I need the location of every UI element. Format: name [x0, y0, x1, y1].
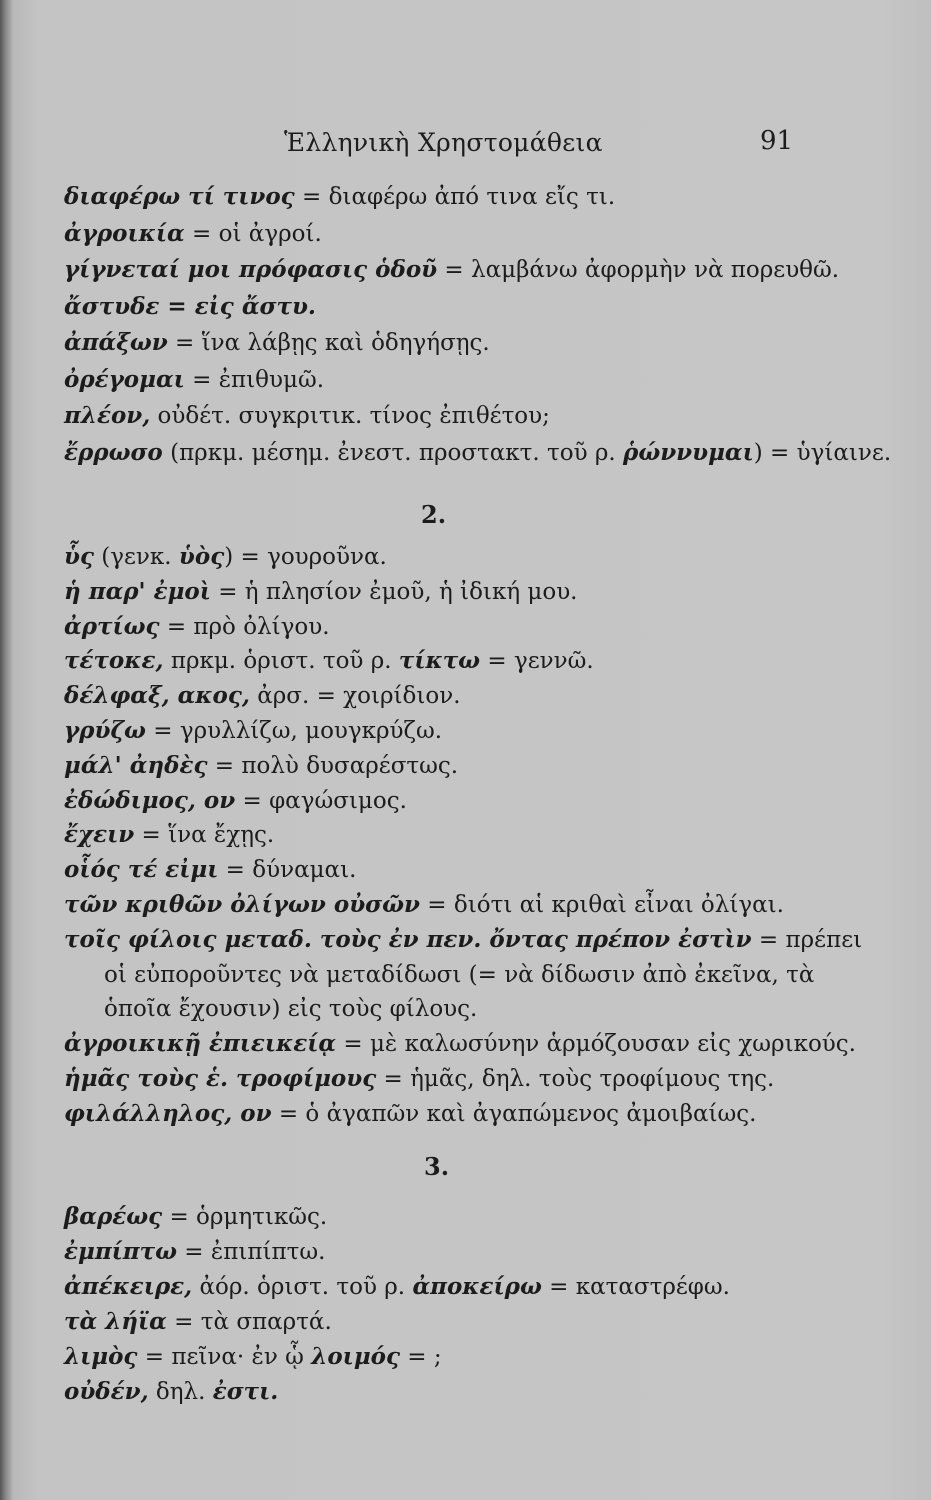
glossary-definition: = διότι αἱ κριθαὶ εἶναι ὀλίγαι. [419, 892, 784, 918]
glossary-definition: = λαμβάνω ἀφορμὴν νὰ πορευθῶ. [437, 257, 840, 283]
glossary-entry [64, 1029, 856, 1059]
glossary-term: τέτοκε, [64, 647, 164, 675]
glossary-term: ἀρτίως [64, 612, 160, 640]
glossary-term: ἀπάξων [64, 329, 168, 356]
glossary-term: βαρέως [64, 1203, 163, 1230]
glossary-term: διαφέρω τί τινος [64, 183, 295, 210]
glossary-term: οἷός τέ εἰμι [64, 856, 219, 884]
glossary-entry [64, 1272, 730, 1302]
glossary-definition: = ἐπιθυμῶ. [184, 366, 325, 393]
glossary-definition: δηλ. [148, 1379, 213, 1405]
glossary-entry [64, 855, 356, 885]
glossary-definition: ὁποῖα ἔχουσιν) εἰς τοὺς φίλους. [104, 996, 478, 1023]
running-header-title: Ἑλληνικὴ Χρηστομάθεια [284, 128, 603, 157]
glossary-entry [64, 751, 458, 781]
glossary-definition: = ἵνα ἔχῃς. [134, 822, 275, 849]
glossary-definition: = ἡμᾶς, δηλ. τοὺς τροφίμους της. [376, 1066, 775, 1092]
glossary-entry [64, 255, 839, 285]
glossary-entry [64, 681, 461, 711]
glossary-entry [64, 401, 550, 431]
glossary-term: ἐδώδιμος, ον [64, 786, 236, 814]
glossary-definition: = πολὺ δυσαρέστως. [207, 752, 459, 779]
book-spine-shadow [0, 0, 12, 1500]
glossary-term: ὑὸς [178, 543, 225, 570]
glossary-term: γρύζω [64, 717, 146, 744]
glossary-entry [64, 292, 316, 322]
glossary-definition: ἀρσ. = χοιρίδιον. [249, 683, 461, 710]
glossary-definition: = διαφέρω ἀπό τινα εἴς τι. [294, 184, 616, 210]
glossary-term: ῥώννυμαι [623, 438, 754, 466]
glossary-definition: = καταστρέφω. [541, 1274, 730, 1300]
glossary-definition: ) = γουροῦνα. [224, 544, 387, 570]
glossary-term: μάλ' ἀηδὲς [64, 751, 208, 779]
glossary-definition: = δύναμαι. [218, 857, 357, 884]
glossary-entry [64, 1099, 757, 1129]
glossary-definition: = ; [400, 1344, 442, 1370]
glossary-definition: = πρὸ ὀλίγου. [159, 613, 330, 640]
glossary-definition: = γεννῶ. [480, 648, 594, 675]
glossary-term: ἀγροικία [64, 219, 185, 247]
glossary-term: ἔχειν [64, 821, 135, 849]
glossary-entry [64, 1237, 325, 1267]
glossary-definition: = ὁρμητικῶς. [162, 1204, 328, 1230]
section-number-3: 3. [424, 1152, 450, 1181]
glossary-entry [64, 925, 862, 955]
glossary-definition: = ἡ πλησίον ἐμοῦ, ἡ ἰδική μου. [210, 578, 578, 605]
glossary-term: λιμὸς [64, 1343, 138, 1370]
glossary-term: ἄστυδε = εἰς ἄστυ. [64, 292, 316, 320]
glossary-term: πλέον, [64, 402, 151, 429]
glossary-term: ὗς [64, 543, 94, 570]
glossary-term: ἀπέκειρε, [64, 1273, 193, 1300]
glossary-term: τίκτω [398, 647, 481, 675]
glossary-entry [64, 577, 578, 607]
section-number-2: 2. [421, 500, 447, 529]
glossary-term: οὐδέν, [64, 1378, 149, 1405]
glossary-term: ἀγροικικῇ ἐπιεικείᾳ [64, 1030, 337, 1058]
glossary-term: τὰ λήϊα [64, 1308, 167, 1335]
glossary-term: ὀρέγομαι [64, 365, 185, 393]
glossary-entry [64, 1342, 442, 1372]
glossary-definition: = οἱ ἀγροί. [184, 220, 322, 247]
glossary-term: γίγνεταί μοι πρόφασις ὁδοῦ [64, 256, 438, 283]
glossary-entry [64, 1064, 774, 1094]
glossary-term: λοιμός [311, 1343, 400, 1370]
glossary-entry [64, 716, 442, 746]
glossary-term: ἐστι. [212, 1378, 279, 1405]
glossary-entry [64, 820, 274, 850]
glossary-entry [64, 182, 615, 212]
glossary-entry-continuation [104, 960, 814, 990]
glossary-definition: = γρυλλίζω, μουγκρύζω. [145, 718, 443, 744]
glossary-entry [64, 542, 387, 572]
glossary-definition: = ἵνα λάβῃς καὶ ὁδηγήσῃς. [167, 330, 490, 356]
glossary-entry [64, 365, 324, 395]
glossary-entry [64, 1307, 332, 1337]
glossary-term: φιλάλληλος, ον [64, 1099, 272, 1127]
glossary-definition: = μὲ καλωσύνην ἁρμόζουσαν εἰς χωρικούς. [336, 1031, 856, 1058]
glossary-entry [64, 328, 490, 358]
glossary-definition: ἀόρ. ὁριστ. τοῦ ρ. [192, 1274, 413, 1300]
glossary-definition: = πεῖνα· ἐν ᾧ [137, 1344, 312, 1370]
glossary-term: ἀποκείρω [412, 1273, 542, 1300]
glossary-entry [64, 438, 891, 468]
glossary-definition: = ὁ ἀγαπῶν καὶ ἀγαπώμενος ἀμοιβαίως. [271, 1100, 757, 1127]
glossary-definition: ) = ὑγίαινε. [753, 439, 892, 466]
glossary-definition: πρκμ. ὁριστ. τοῦ ρ. [163, 648, 399, 675]
glossary-entry-continuation [104, 994, 477, 1024]
glossary-entry [64, 786, 407, 816]
glossary-definition: οὐδέτ. συγκριτικ. τίνος ἐπιθέτου; [150, 403, 550, 429]
glossary-definition: (γενκ. [93, 544, 179, 570]
glossary-term: δέλφαξ, ακος, [64, 682, 250, 710]
glossary-term: τοῖς φίλοις μεταδ. τοὺς ἐν πεν. ὄντας πρέπον ἐστὶν [64, 925, 752, 953]
glossary-entry [64, 612, 330, 642]
glossary-term: ἐμπίπτω [64, 1238, 177, 1265]
glossary-term: ἡ παρ' ἐμοὶ [64, 577, 211, 605]
glossary-term: ἡμᾶς τοὺς ἑ. τροφίμους [64, 1065, 377, 1092]
page-number: 91 [760, 126, 794, 156]
glossary-definition: οἱ εὐποροῦντες νὰ μεταδίδωσι (= νὰ δίδωσιν ἀπὸ ἐκεῖνα, τὰ [104, 961, 815, 988]
glossary-definition: (πρκμ. μέσημ. ἐνεστ. προστακτ. τοῦ ρ. [162, 439, 624, 466]
glossary-definition: = ἐπιπίπτω. [177, 1239, 326, 1265]
glossary-definition: = τὰ σπαρτά. [166, 1309, 332, 1335]
glossary-entry [64, 1202, 327, 1232]
glossary-entry [64, 646, 594, 676]
glossary-term: τῶν κριθῶν ὀλίγων οὐσῶν [64, 891, 420, 918]
glossary-definition: = πρέπει [751, 926, 863, 953]
glossary-entry [64, 219, 322, 249]
glossary-entry [64, 1377, 278, 1407]
glossary-entry [64, 890, 784, 920]
glossary-definition: = φαγώσιμος. [235, 787, 407, 814]
glossary-term: ἔρρωσο [64, 438, 163, 466]
